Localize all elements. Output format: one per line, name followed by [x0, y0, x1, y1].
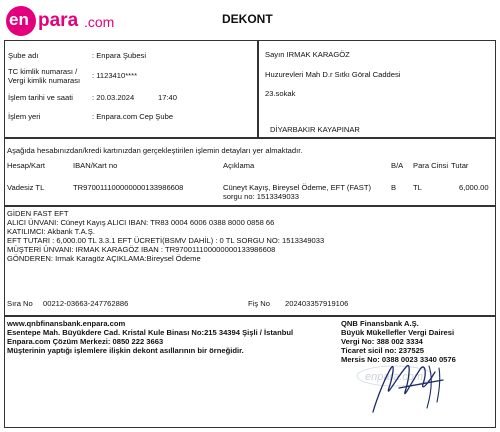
- notice-text: Aşağıda hesabınızdan/kredi kartınızdan gerçekleştirilen işlemin detayları yer almaktadır.: [7, 146, 303, 155]
- sube-label: Şube adı: [8, 51, 39, 60]
- tc-label-line2: Vergi kimlik numarası: [8, 76, 81, 85]
- footer-bank-name: QNB Finansbank A.Ş.: [341, 319, 419, 328]
- logo-com-text: .com: [84, 14, 115, 30]
- row-ba: B: [391, 183, 397, 192]
- svg-text:enpara.com: enpara.com: [365, 371, 424, 383]
- logo-en-text: en: [9, 10, 29, 29]
- recipient-city: DİYARBAKIR KAYAPINAR: [270, 125, 360, 134]
- sube-value: : Enpara Şubesi: [92, 51, 147, 60]
- header-para-cinsi: Para Cinsi: [413, 161, 449, 170]
- header-hesap: Hesap/Kart: [7, 161, 45, 170]
- footer-tax-office: Büyük Mükellefler Vergi Dairesi: [341, 328, 455, 337]
- yer-value: : Enpara.com Cep Şube: [92, 112, 174, 121]
- saat-value: 17:40: [158, 93, 178, 102]
- transaction-info-box: [4, 40, 258, 138]
- recipient-box: [258, 40, 496, 138]
- tarih-value: : 20.03.2024: [92, 93, 135, 102]
- detail-line: MÜŞTERİ ÜNVANI: IRMAK KARAGÖZ IBAN : TR970011100000000133986608: [7, 245, 276, 254]
- header-iban: IBAN/Kart no: [73, 161, 118, 170]
- footer-disclaimer: Müşterinin yaptığı işlemlere ilişkin dekont asıllarının bir örneğidir.: [7, 346, 244, 355]
- detail-line: GİDEN FAST EFT: [7, 209, 69, 218]
- recipient-address-line2: 23.sokak: [265, 89, 296, 98]
- footer-call-center: Enpara.com Çözüm Merkezi: 0850 222 3663: [7, 337, 164, 346]
- row-iban: TR970011100000000133986608: [73, 183, 184, 192]
- document-title: DEKONT: [222, 12, 273, 26]
- row-hesap: Vadesiz TL: [7, 183, 45, 192]
- fis-no-label: Fiş No: [248, 299, 270, 308]
- sira-no-label: Sıra No: [7, 299, 33, 308]
- recipient-salutation: Sayın IRMAK KARAGÖZ: [265, 50, 350, 59]
- header-tutar: Tutar: [451, 161, 469, 170]
- row-para-cinsi: TL: [413, 183, 422, 192]
- transaction-table-box: [4, 138, 496, 206]
- stamp-and-signature: [355, 358, 455, 416]
- tc-label-line1: TC kimlik numarası /: [8, 67, 78, 76]
- detail-line: ALICI ÜNVANI: Cüneyt Kayış ALICI IBAN: TR83 0004 6006 0388 8000 0858 66: [7, 218, 275, 227]
- footer-website: www.qnbfinansbank.enpara.com: [7, 319, 126, 328]
- footer-tax-no: Vergi No: 388 002 3334: [341, 337, 423, 346]
- logo-para-text: para: [38, 10, 79, 31]
- row-aciklama-line1: Cüneyt Kayış, Bireysel Ödeme, EFT (FAST): [223, 183, 371, 192]
- footer-address: Esentepe Mah. Büyükdere Cad. Kristal Kule Binası No:215 34394 Şişli / İstanbul: [7, 328, 294, 337]
- footer-trade-registry: Ticaret sicil no: 237525: [341, 346, 425, 355]
- eft-detail-box: [4, 206, 496, 316]
- tarih-label: İşlem tarihi ve saati: [8, 93, 73, 102]
- signature-stroke-extra: [427, 366, 440, 408]
- header-ba: B/A: [391, 161, 404, 170]
- detail-line: KATILIMCI: Akbank T.A.Ş.: [7, 227, 95, 236]
- fis-no-value: 202403357919106: [285, 299, 349, 308]
- row-tutar: 6,000.00: [459, 183, 489, 192]
- footer-mersis-no: Mersis No: 0388 0023 3340 0576: [341, 355, 456, 364]
- row-aciklama-line2: sorgu no: 1513349033: [223, 192, 300, 201]
- yer-label: İşlem yeri: [8, 112, 41, 121]
- tc-value: : 1123410****: [92, 71, 138, 80]
- detail-line: GÖNDEREN: Irmak Karagöz AÇIKLAMA:Bireysel Ödeme: [7, 254, 201, 263]
- sira-no-value: 00212-03663-247762886: [43, 299, 129, 308]
- enpara-logo: [6, 4, 118, 38]
- detail-line: EFT TUTARI : 6,000.00 TL 3.3.1 EFT ÜCRETİ(BSMV DAHİL) : 0 TL SORGU NO: 1513349033: [7, 236, 325, 245]
- recipient-address-line1: Huzurevleri Mah D.r Sıtkı Göral Caddesi: [265, 70, 401, 79]
- header-aciklama: Açıklama: [223, 161, 255, 170]
